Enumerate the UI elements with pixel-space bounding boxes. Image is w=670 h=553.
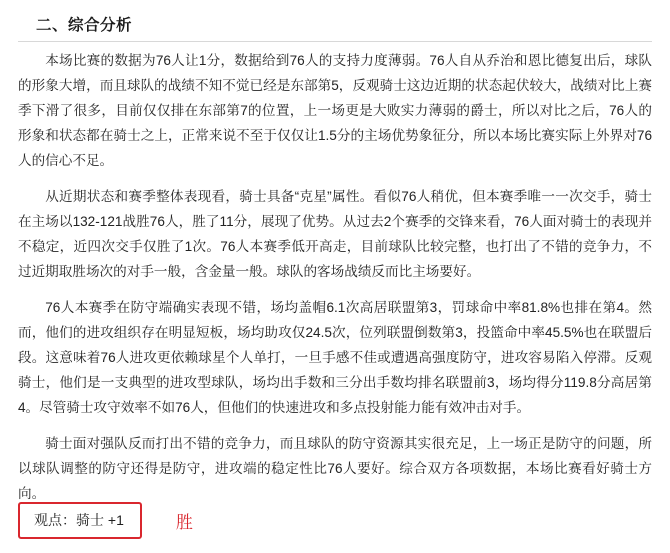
paragraph-3: 76人本赛季在防守端确实表现不错，场均盖帽6.1次高居联盟第3，罚球命中率81.8%也排在第4。然而，他们的进攻组织存在明显短板，场均助攻仅24.5次，位列联盟倒数第3，投篮命中率45.5%也在联盟后段。这意味着76人进攻更依赖球星个人单打，一旦手感不佳或遭遇高强度防守，进攻容易陷入停滞。反观骑士，他们是一支典型的进攻型球队，场均出手数和三分出手数均排名联盟前3，场均得分119.8分高居第4。尽管骑士攻守效率不如76人，但他们的快速进攻和多点投射能力能有效冲击对手。: [18, 300, 652, 415]
paragraph-1: 本场比赛的数据为76人让1分，数据给到76人的支持力度薄弱。76人自从乔治和恩比德复出后，球队的形象大增，而且球队的战绩不知不觉已经是东部第5，反观骑士这边近期的状态起伏较大，战绩对比上赛季下滑了很多，目前仅仅排在东部第7的位置，上一场更是大败实力薄弱的爵士，所以对比之后，76人的形象和状态都在骑士之上，正常来说不至于仅仅让1.5分的主场优势象征分，所以本场比赛实际上外界对76人的信心不足。: [18, 53, 652, 168]
page-title: 二、综合分析: [36, 17, 133, 34]
result-badge: 胜: [175, 513, 194, 532]
heading-divider: [18, 41, 652, 42]
paragraph-2: 从近期状态和赛季整体表现看，骑士具备“克星”属性。看似76人稍优，但本赛季唯一一次交手，骑士在主场以132-121战胜76人，胜了11分，展现了优势。从过去2个赛季的交锋来看，76人面对骑士的表现并不稳定，近四次交手仅胜了1次。76人本赛季低开高走，目前球队比较完整，也打出了不错的竞争力，不过近期取胜场次的对手一般，含金量一般。球队的客场战绩反而比主场要好。: [18, 189, 652, 279]
paragraph-4: 骑士面对强队反而打出不错的竞争力，而且球队的防守资源其实很充足，上一场正是防守的问题，所以球队调整的防守还得是防守，进攻端的稳定性比76人要好。综合双方各项数据，本场比赛看好骑士方向。: [18, 436, 652, 501]
conclusion-box: 观点：骑士 +1: [18, 502, 142, 539]
conclusion-row: [18, 502, 194, 539]
